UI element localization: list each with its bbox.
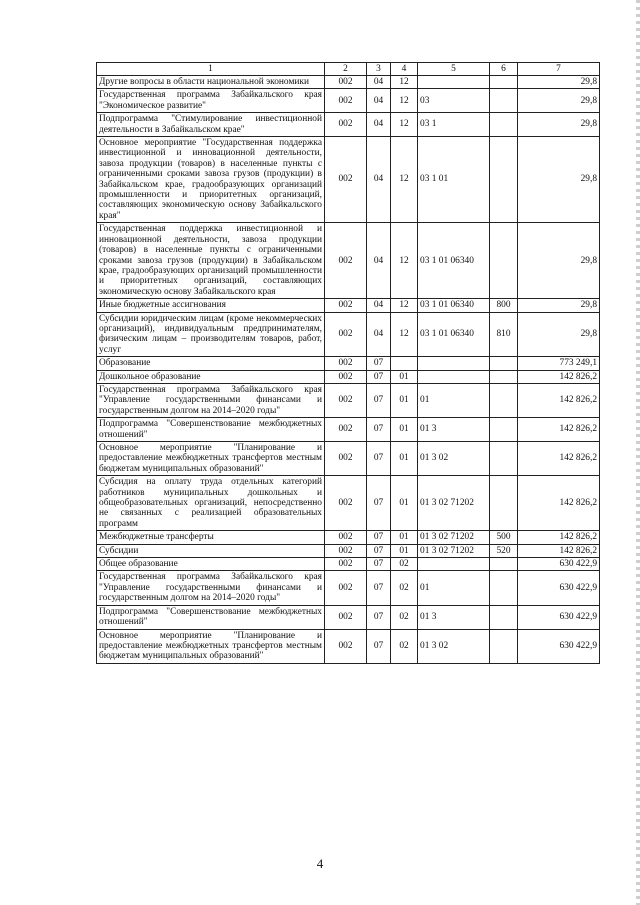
target-code-cell: 01 <box>418 383 490 417</box>
amount-cell: 142 826,2 <box>518 531 600 544</box>
expense-type-cell <box>490 76 518 89</box>
expense-type-cell: 500 <box>490 531 518 544</box>
target-code-cell: 03 <box>418 89 490 113</box>
admin-code-cell: 002 <box>325 605 367 629</box>
amount-cell: 29,8 <box>518 223 600 299</box>
table-row <box>97 418 600 442</box>
amount-cell: 630 422,9 <box>518 605 600 629</box>
page-number: 4 <box>316 856 324 871</box>
row-name-cell: Общее образование <box>97 558 325 571</box>
admin-code-cell: 002 <box>325 357 367 370</box>
section-code-cell: 07 <box>367 571 391 605</box>
expense-type-cell <box>490 418 518 442</box>
amount-cell: 142 826,2 <box>518 544 600 557</box>
admin-code-cell: 002 <box>325 370 367 383</box>
amount-cell: 142 826,2 <box>518 383 600 417</box>
admin-code-cell: 002 <box>325 544 367 557</box>
admin-code-cell: 002 <box>325 418 367 442</box>
section-code-cell: 07 <box>367 605 391 629</box>
section-code-cell: 07 <box>367 544 391 557</box>
target-code-cell <box>418 76 490 89</box>
target-code-cell <box>418 357 490 370</box>
column-header: 4 <box>391 63 418 76</box>
row-name-cell: Подпрограмма "Совершенствование межбюджетных отношений" <box>97 418 325 442</box>
table-row <box>97 312 600 357</box>
expense-type-cell <box>490 370 518 383</box>
table-row <box>97 605 600 629</box>
table-row <box>97 357 600 370</box>
expense-type-cell <box>490 605 518 629</box>
table-row <box>97 558 600 571</box>
column-header: 5 <box>418 63 490 76</box>
section-code-cell: 04 <box>367 312 391 357</box>
section-code-cell: 07 <box>367 531 391 544</box>
amount-cell: 29,8 <box>518 113 600 137</box>
amount-cell: 29,8 <box>518 137 600 223</box>
admin-code-cell: 002 <box>325 571 367 605</box>
amount-cell: 142 826,2 <box>518 476 600 531</box>
subsection-code-cell: 01 <box>391 531 418 544</box>
section-code-cell: 04 <box>367 113 391 137</box>
expense-type-cell <box>490 571 518 605</box>
target-code-cell: 01 3 <box>418 605 490 629</box>
row-name-cell: Субсидии <box>97 544 325 557</box>
column-header: 7 <box>518 63 600 76</box>
expense-type-cell <box>490 89 518 113</box>
admin-code-cell: 002 <box>325 531 367 544</box>
section-code-cell: 04 <box>367 223 391 299</box>
admin-code-cell: 002 <box>325 137 367 223</box>
section-code-cell: 04 <box>367 89 391 113</box>
column-header: 3 <box>367 63 391 76</box>
target-code-cell: 03 1 <box>418 113 490 137</box>
table-row <box>97 137 600 223</box>
expense-type-cell <box>490 629 518 663</box>
admin-code-cell: 002 <box>325 223 367 299</box>
target-code-cell: 01 <box>418 571 490 605</box>
target-code-cell: 01 3 02 71202 <box>418 476 490 531</box>
amount-cell: 142 826,2 <box>518 418 600 442</box>
subsection-code-cell: 01 <box>391 418 418 442</box>
subsection-code-cell: 01 <box>391 442 418 476</box>
target-code-cell: 03 1 01 06340 <box>418 299 490 312</box>
admin-code-cell: 002 <box>325 76 367 89</box>
row-name-cell: Иные бюджетные ассигнования <box>97 299 325 312</box>
admin-code-cell: 002 <box>325 629 367 663</box>
section-code-cell: 04 <box>367 137 391 223</box>
column-number-row <box>97 63 600 76</box>
row-name-cell: Подпрограмма "Совершенствование межбюджетных отношений" <box>97 605 325 629</box>
table-row <box>97 531 600 544</box>
subsection-code-cell: 12 <box>391 223 418 299</box>
expense-type-cell <box>490 137 518 223</box>
table-row <box>97 571 600 605</box>
amount-cell: 29,8 <box>518 312 600 357</box>
expense-type-cell <box>490 223 518 299</box>
subsection-code-cell: 02 <box>391 558 418 571</box>
amount-cell: 142 826,2 <box>518 370 600 383</box>
subsection-code-cell: 12 <box>391 312 418 357</box>
subsection-code-cell: 12 <box>391 299 418 312</box>
expense-type-cell <box>490 442 518 476</box>
section-code-cell: 07 <box>367 476 391 531</box>
section-code-cell: 04 <box>367 299 391 312</box>
subsection-code-cell: 12 <box>391 137 418 223</box>
subsection-code-cell: 12 <box>391 113 418 137</box>
subsection-code-cell: 02 <box>391 629 418 663</box>
table-row <box>97 223 600 299</box>
expense-type-cell <box>490 357 518 370</box>
table-row <box>97 442 600 476</box>
expense-type-cell <box>490 383 518 417</box>
row-name-cell: Государственная программа Забайкальского края "Экономическое развитие" <box>97 89 325 113</box>
subsection-code-cell: 01 <box>391 544 418 557</box>
subsection-code-cell: 01 <box>391 383 418 417</box>
target-code-cell: 01 3 02 71202 <box>418 544 490 557</box>
target-code-cell: 01 3 02 <box>418 629 490 663</box>
amount-cell: 29,8 <box>518 299 600 312</box>
amount-cell: 630 422,9 <box>518 629 600 663</box>
subsection-code-cell: 12 <box>391 76 418 89</box>
admin-code-cell: 002 <box>325 558 367 571</box>
row-name-cell: Основное мероприятие "Планирование и предоставление межбюджетных трансфертов местным бюджетам муниципальных образований" <box>97 629 325 663</box>
expense-type-cell <box>490 558 518 571</box>
table-row <box>97 89 600 113</box>
table-row <box>97 383 600 417</box>
section-code-cell: 07 <box>367 442 391 476</box>
row-name-cell: Государственная программа Забайкальского края "Управление государственными финансами и государственным долгом на 2014–2020 годы" <box>97 383 325 417</box>
table-row <box>97 544 600 557</box>
amount-cell: 142 826,2 <box>518 442 600 476</box>
subsection-code-cell: 02 <box>391 571 418 605</box>
row-name-cell: Дошкольное образование <box>97 370 325 383</box>
target-code-cell: 03 1 01 <box>418 137 490 223</box>
section-code-cell: 07 <box>367 383 391 417</box>
amount-cell: 29,8 <box>518 89 600 113</box>
section-code-cell: 07 <box>367 418 391 442</box>
table-row <box>97 299 600 312</box>
amount-cell: 630 422,9 <box>518 558 600 571</box>
column-header: 2 <box>325 63 367 76</box>
admin-code-cell: 002 <box>325 113 367 137</box>
section-code-cell: 07 <box>367 357 391 370</box>
subsection-code-cell <box>391 357 418 370</box>
subsection-code-cell: 01 <box>391 476 418 531</box>
admin-code-cell: 002 <box>325 442 367 476</box>
table-body <box>97 76 600 664</box>
budget-table <box>96 62 600 664</box>
expense-type-cell <box>490 113 518 137</box>
table-row <box>97 629 600 663</box>
subsection-code-cell: 01 <box>391 370 418 383</box>
row-name-cell: Подпрограмма "Стимулирование инвестиционной деятельности в Забайкальском крае" <box>97 113 325 137</box>
row-name-cell: Основное мероприятие "Планирование и предоставление межбюджетных трансфертов местным бюджетам муниципальных образований" <box>97 442 325 476</box>
amount-cell: 29,8 <box>518 76 600 89</box>
section-code-cell: 07 <box>367 558 391 571</box>
target-code-cell: 03 1 01 06340 <box>418 223 490 299</box>
section-code-cell: 04 <box>367 76 391 89</box>
section-code-cell: 07 <box>367 370 391 383</box>
target-code-cell: 01 3 02 <box>418 442 490 476</box>
table-row <box>97 370 600 383</box>
subsection-code-cell: 02 <box>391 605 418 629</box>
expense-type-cell: 800 <box>490 299 518 312</box>
target-code-cell: 01 3 02 71202 <box>418 531 490 544</box>
target-code-cell <box>418 558 490 571</box>
row-name-cell: Межбюджетные трансферты <box>97 531 325 544</box>
admin-code-cell: 002 <box>325 476 367 531</box>
row-name-cell: Государственная программа Забайкальского края "Управление государственными финансами и государственным долгом на 2014–2020 годы" <box>97 571 325 605</box>
row-name-cell: Основное мероприятие "Государственная поддержка инвестиционной и инновационной деятельности, завоза продукции (товаров) в населенные пункты с ограниченными сроками завоза грузов (продукции) в Забайкальском крае, градообразующих организаций промышленности и приоритетных организаций, составляющих экономическую основу Забайкальского края" <box>97 137 325 223</box>
section-code-cell: 07 <box>367 629 391 663</box>
expense-type-cell: 520 <box>490 544 518 557</box>
amount-cell: 630 422,9 <box>518 571 600 605</box>
target-code-cell <box>418 370 490 383</box>
admin-code-cell: 002 <box>325 383 367 417</box>
table-row <box>97 113 600 137</box>
column-header: 1 <box>97 63 325 76</box>
target-code-cell: 03 1 01 06340 <box>418 312 490 357</box>
row-name-cell: Образование <box>97 357 325 370</box>
admin-code-cell: 002 <box>325 89 367 113</box>
expense-type-cell: 810 <box>490 312 518 357</box>
scan-edge <box>636 0 640 905</box>
row-name-cell: Субсидии юридическим лицам (кроме некоммерческих организаций), индивидуальным предпринимателям, физическим лицам – производителям товаров, работ, услуг <box>97 312 325 357</box>
row-name-cell: Другие вопросы в области национальной экономики <box>97 76 325 89</box>
row-name-cell: Государственная поддержка инвестиционной и инновационной деятельности, завоза продукции (товаров) в населенные пункты с ограниченными сроками завоза грузов (продукции) в Забайкальском крае, градообразующих организаций промышленности и приоритетных организаций, составляющих экономическую основу Забайкальского края <box>97 223 325 299</box>
amount-cell: 773 249,1 <box>518 357 600 370</box>
target-code-cell: 01 3 <box>418 418 490 442</box>
admin-code-cell: 002 <box>325 299 367 312</box>
subsection-code-cell: 12 <box>391 89 418 113</box>
table-row <box>97 476 600 531</box>
table-row <box>97 76 600 89</box>
column-header: 6 <box>490 63 518 76</box>
admin-code-cell: 002 <box>325 312 367 357</box>
row-name-cell: Субсидия на оплату труда отдельных категорий работников муниципальных дошкольных и общеобразовательных организаций, непосредственно не связанных с реализацией образовательных программ <box>97 476 325 531</box>
expense-type-cell <box>490 476 518 531</box>
